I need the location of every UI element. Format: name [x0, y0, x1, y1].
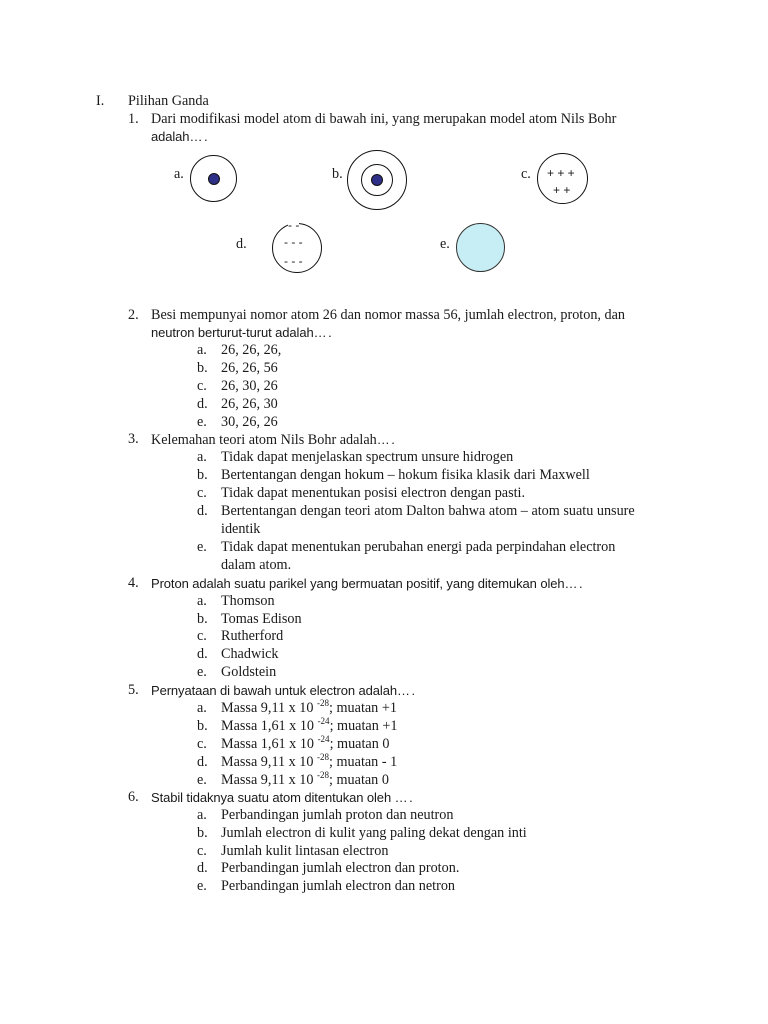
q3-number: 3. — [128, 431, 139, 447]
option-letter[interactable]: d. — [197, 396, 208, 412]
q1-text-line1: Dari modifikasi model atom di bawah ini, yang merupakan model atom Nils Bohr — [151, 111, 617, 127]
option-text[interactable]: Chadwick — [221, 646, 279, 662]
exponent: -28 — [317, 752, 330, 762]
option-text[interactable]: Tomas Edison — [221, 611, 302, 627]
exponent: -24 — [317, 734, 330, 744]
option-letter[interactable]: a. — [197, 700, 207, 716]
option-text[interactable]: Jumlah kulit lintasan electron — [221, 843, 389, 859]
option-letter[interactable]: c. — [197, 378, 207, 394]
option-letter[interactable]: d. — [197, 646, 208, 662]
q4-number: 4. — [128, 575, 139, 591]
section-title: Pilihan Ganda — [128, 93, 209, 109]
option-letter[interactable]: a. — [197, 342, 207, 358]
q1-text-line2: adalah…. — [151, 129, 210, 144]
option-letter[interactable]: a. — [197, 449, 207, 465]
option-text[interactable]: Jumlah electron di kulit yang paling dekat dengan inti — [221, 825, 527, 841]
option-letter[interactable]: e. — [197, 664, 207, 680]
q2-dots: …. — [313, 325, 334, 340]
option-letter[interactable]: a. — [197, 807, 207, 823]
option-letter[interactable]: d. — [197, 860, 208, 876]
q6-dots: …. — [394, 790, 415, 805]
negative-signs-top: - - — [288, 218, 300, 232]
solid-sphere — [456, 223, 505, 272]
negative-signs-bottom: - - - — [284, 254, 303, 268]
option-text[interactable]: Perbandingan jumlah electron dan netron — [221, 878, 456, 894]
option-letter[interactable]: b. — [197, 611, 208, 627]
q2-text-line2: neutron berturut-turut adalah…. — [151, 325, 334, 340]
option-letter[interactable]: c. — [197, 843, 207, 859]
option-text[interactable]: Massa 9,11 x 10 $^{-28}$; muatan 0 — [221, 770, 389, 788]
option-letter[interactable]: e. — [197, 414, 207, 430]
positive-signs-top: + + + — [547, 166, 575, 180]
option-text[interactable]: Goldstein — [221, 664, 277, 680]
exponent: -28 — [317, 698, 330, 708]
option-letter[interactable]: c. — [197, 628, 207, 644]
option-letter[interactable]: b. — [197, 467, 208, 483]
option-text[interactable]: Bertentangan dengan hokum – hokum fisika klasik dari Maxwell — [221, 467, 590, 483]
q1-option-c-letter[interactable]: c. — [521, 166, 531, 182]
nucleus — [371, 174, 383, 186]
q4-text-line1: Proton adalah suatu parikel yang bermuatan positif, yang ditemukan oleh…. — [151, 576, 585, 591]
q2-number: 2. — [128, 307, 139, 323]
option-text[interactable]: Tidak dapat menentukan perubahan energi pada perpindahan electron — [221, 539, 616, 555]
option-text[interactable]: Rutherford — [221, 628, 284, 644]
q1-dots: …. — [189, 129, 210, 144]
option-text[interactable]: Massa 1,61 x 10 $^{-24}$; muatan 0 — [221, 734, 390, 752]
option-text[interactable]: Thomson — [221, 593, 275, 609]
option-letter[interactable]: b. — [197, 360, 208, 376]
option-text[interactable]: 26, 26, 30 — [221, 396, 278, 412]
section-numeral: I. — [96, 93, 105, 109]
q3-dots: …. — [376, 432, 397, 447]
option-text-continued[interactable]: dalam atom. — [221, 557, 292, 573]
q1-number: 1. — [128, 111, 139, 127]
q6-number: 6. — [128, 789, 139, 805]
q6-text-line1: Stabil tidaknya suatu atom ditentukan oleh …. — [151, 790, 415, 805]
positive-signs-bottom: + + — [553, 183, 571, 197]
option-text[interactable]: 26, 26, 26, — [221, 342, 282, 358]
option-text[interactable]: Tidak dapat menentukan posisi electron dengan pasti. — [221, 485, 526, 501]
option-text[interactable]: 30, 26, 26 — [221, 414, 278, 430]
option-letter[interactable]: e. — [197, 539, 207, 555]
option-letter[interactable]: c. — [197, 485, 207, 501]
q5-text-line1: Pernyataan di bawah untuk electron adalah…. — [151, 683, 417, 698]
option-text[interactable]: Tidak dapat menjelaskan spectrum unsure hidrogen — [221, 449, 514, 465]
q5-number: 5. — [128, 682, 139, 698]
option-text[interactable]: Massa 9,11 x 10 $^{-28}$; muatan +1 — [221, 698, 397, 716]
option-text[interactable]: Bertentangan dengan teori atom Dalton bahwa atom – atom suatu unsure — [221, 503, 635, 519]
option-text[interactable]: Massa 9,11 x 10 $^{-28}$; muatan - 1 — [221, 752, 398, 770]
option-letter[interactable]: d. — [197, 754, 208, 770]
option-letter[interactable]: b. — [197, 825, 208, 841]
q4-dots: …. — [564, 576, 585, 591]
option-letter[interactable]: a. — [197, 593, 207, 609]
q1-option-b-letter[interactable]: b. — [332, 166, 343, 182]
option-letter[interactable]: e. — [197, 772, 207, 788]
q5-dots: …. — [396, 683, 417, 698]
nucleus — [208, 173, 220, 185]
option-letter[interactable]: d. — [197, 503, 208, 519]
option-text[interactable]: 26, 26, 56 — [221, 360, 278, 376]
q1-option-a-letter[interactable]: a. — [174, 166, 184, 182]
q2-text-line1: Besi mempunyai nomor atom 26 dan nomor massa 56, jumlah electron, proton, dan — [151, 307, 626, 323]
option-text-continued[interactable]: identik — [221, 521, 261, 537]
option-letter[interactable]: e. — [197, 878, 207, 894]
option-text[interactable]: Massa 1,61 x 10 $^{-24}$; muatan +1 — [221, 716, 398, 734]
option-text[interactable]: Perbandingan jumlah proton dan neutron — [221, 807, 454, 823]
exponent: -24 — [317, 716, 330, 726]
q1-option-e-letter[interactable]: e. — [440, 236, 450, 252]
exponent: -28 — [317, 770, 330, 780]
option-letter[interactable]: b. — [197, 718, 208, 734]
q1-option-d-letter[interactable]: d. — [236, 236, 247, 252]
option-letter[interactable]: c. — [197, 736, 207, 752]
option-text[interactable]: 26, 30, 26 — [221, 378, 278, 394]
q3-text-line1: Kelemahan teori atom Nils Bohr adalah…. — [151, 432, 397, 448]
negative-signs-middle: - - - — [284, 235, 303, 249]
option-text[interactable]: Perbandingan jumlah electron dan proton. — [221, 860, 460, 876]
